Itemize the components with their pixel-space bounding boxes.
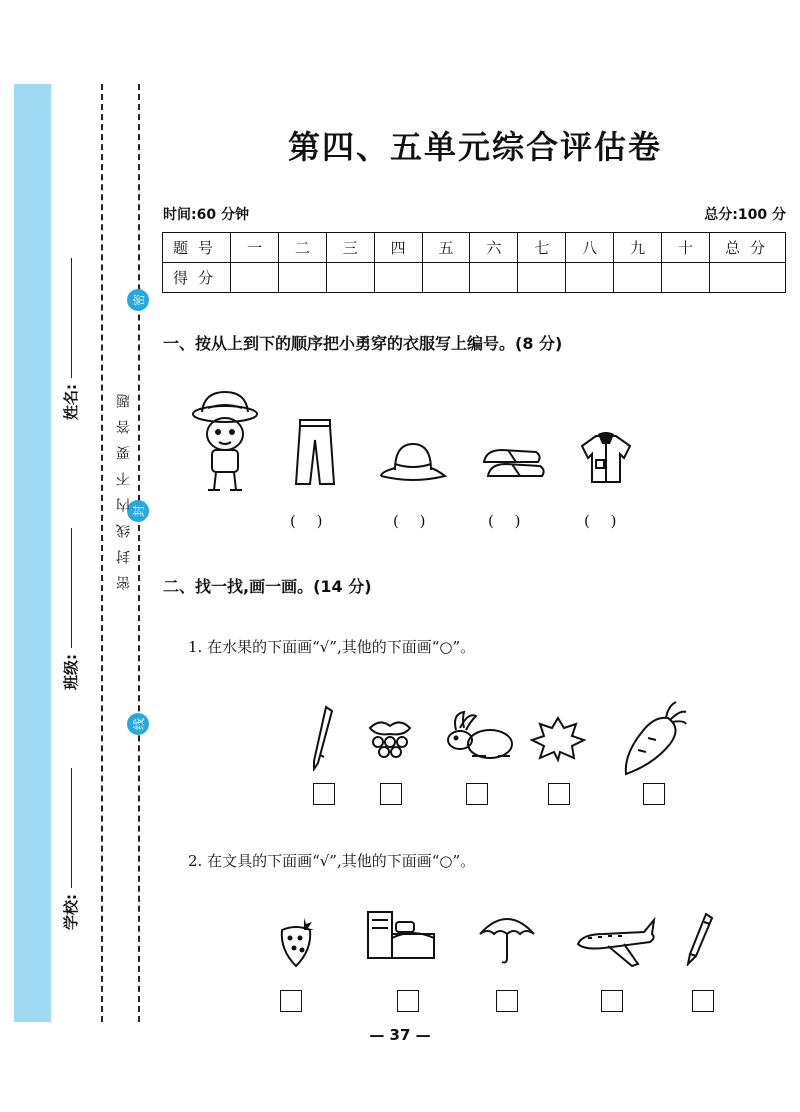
col-10: 十 — [662, 233, 710, 263]
question-2-text: 2. 在文具的下面画“√”,其他的下面画“○”。 — [188, 852, 476, 870]
row-head-question: 题号 — [163, 233, 231, 263]
answer-box-q2-3[interactable] — [496, 990, 518, 1012]
shoes-icon — [480, 444, 546, 482]
answer-box-q1-3[interactable] — [466, 783, 488, 805]
leaf-icon — [528, 714, 588, 762]
answer-box-q2-4[interactable] — [601, 990, 623, 1012]
score-cell[interactable] — [518, 263, 566, 293]
score-cell[interactable] — [662, 263, 710, 293]
col-7: 七 — [518, 233, 566, 263]
answer-box-q2-1[interactable] — [280, 990, 302, 1012]
airplane-icon — [574, 914, 658, 970]
seal-mark-feng: 封 — [127, 500, 149, 522]
score-table — [162, 232, 786, 293]
score-cell[interactable] — [326, 263, 374, 293]
col-2: 二 — [278, 233, 326, 263]
score-cell[interactable] — [278, 263, 326, 293]
answer-paren-3[interactable]: ( ) — [488, 512, 529, 530]
grapes-icon — [364, 718, 416, 762]
answer-box-q1-5[interactable] — [643, 783, 665, 805]
col-8: 八 — [566, 233, 614, 263]
answer-paren-2[interactable]: ( ) — [393, 512, 434, 530]
score-table-score-row — [163, 263, 786, 293]
sun-hat-icon — [377, 440, 449, 484]
score-cell[interactable] — [614, 263, 662, 293]
pen-icon — [684, 910, 716, 966]
boy-with-hat-icon — [190, 390, 260, 500]
col-5: 五 — [422, 233, 470, 263]
class-label: 班级: — [62, 654, 80, 690]
col-total: 总分 — [710, 233, 786, 263]
col-3: 三 — [326, 233, 374, 263]
cut-line-outer — [138, 84, 140, 1022]
binding-strip — [14, 84, 51, 1022]
answer-box-q2-2[interactable] — [397, 990, 419, 1012]
school-line[interactable] — [71, 768, 72, 888]
trousers-icon — [292, 418, 338, 488]
seal-mark-mi: 密 — [127, 289, 149, 311]
col-6: 六 — [470, 233, 518, 263]
rabbit-icon — [442, 710, 518, 762]
school-field[interactable] — [60, 768, 81, 930]
answer-paren-4[interactable]: ( ) — [584, 512, 625, 530]
score-cell[interactable] — [566, 263, 614, 293]
pencil-icon — [310, 705, 334, 771]
cut-line-inner — [101, 84, 103, 1022]
total-score-label: 总分:100 分 — [704, 207, 786, 223]
name-label: 姓名: — [62, 384, 80, 420]
page-number: — 37 — — [369, 1026, 431, 1044]
col-1: 一 — [231, 233, 279, 263]
time-label: 时间:60 分钟 — [163, 207, 249, 223]
seal-mark-xian: 线 — [127, 713, 149, 735]
page-title: 第四、五单元综合评估卷 — [287, 128, 662, 166]
answer-box-q2-5[interactable] — [692, 990, 714, 1012]
score-cell[interactable] — [231, 263, 279, 293]
answer-box-q1-4[interactable] — [548, 783, 570, 805]
score-cell[interactable] — [422, 263, 470, 293]
score-cell[interactable] — [710, 263, 786, 293]
col-9: 九 — [614, 233, 662, 263]
answer-box-q1-2[interactable] — [380, 783, 402, 805]
shirt-icon — [578, 432, 634, 486]
strawberry-icon — [276, 916, 316, 968]
class-line[interactable] — [71, 528, 72, 648]
school-label: 学校: — [62, 894, 80, 930]
row-head-score: 得分 — [163, 263, 231, 293]
section-2-title: 二、找一找,画一画。(14 分) — [163, 577, 372, 596]
score-table-header-row — [163, 233, 786, 263]
answer-paren-1[interactable]: ( ) — [290, 512, 331, 530]
no-answer-warning: 密封线内不要答题 — [116, 382, 132, 590]
question-1-text: 1. 在水果的下面画“√”,其他的下面画“○”。 — [188, 638, 476, 656]
score-cell[interactable] — [470, 263, 518, 293]
name-field[interactable] — [60, 258, 81, 420]
score-cell[interactable] — [374, 263, 422, 293]
section-1-title: 一、按从上到下的顺序把小勇穿的衣服写上编号。(8 分) — [163, 334, 563, 353]
name-line[interactable] — [71, 258, 72, 378]
carrot-icon — [618, 700, 688, 776]
bed-icon — [364, 908, 438, 964]
class-field[interactable] — [60, 528, 81, 690]
umbrella-icon — [478, 910, 536, 966]
answer-box-q1-1[interactable] — [313, 783, 335, 805]
col-4: 四 — [374, 233, 422, 263]
